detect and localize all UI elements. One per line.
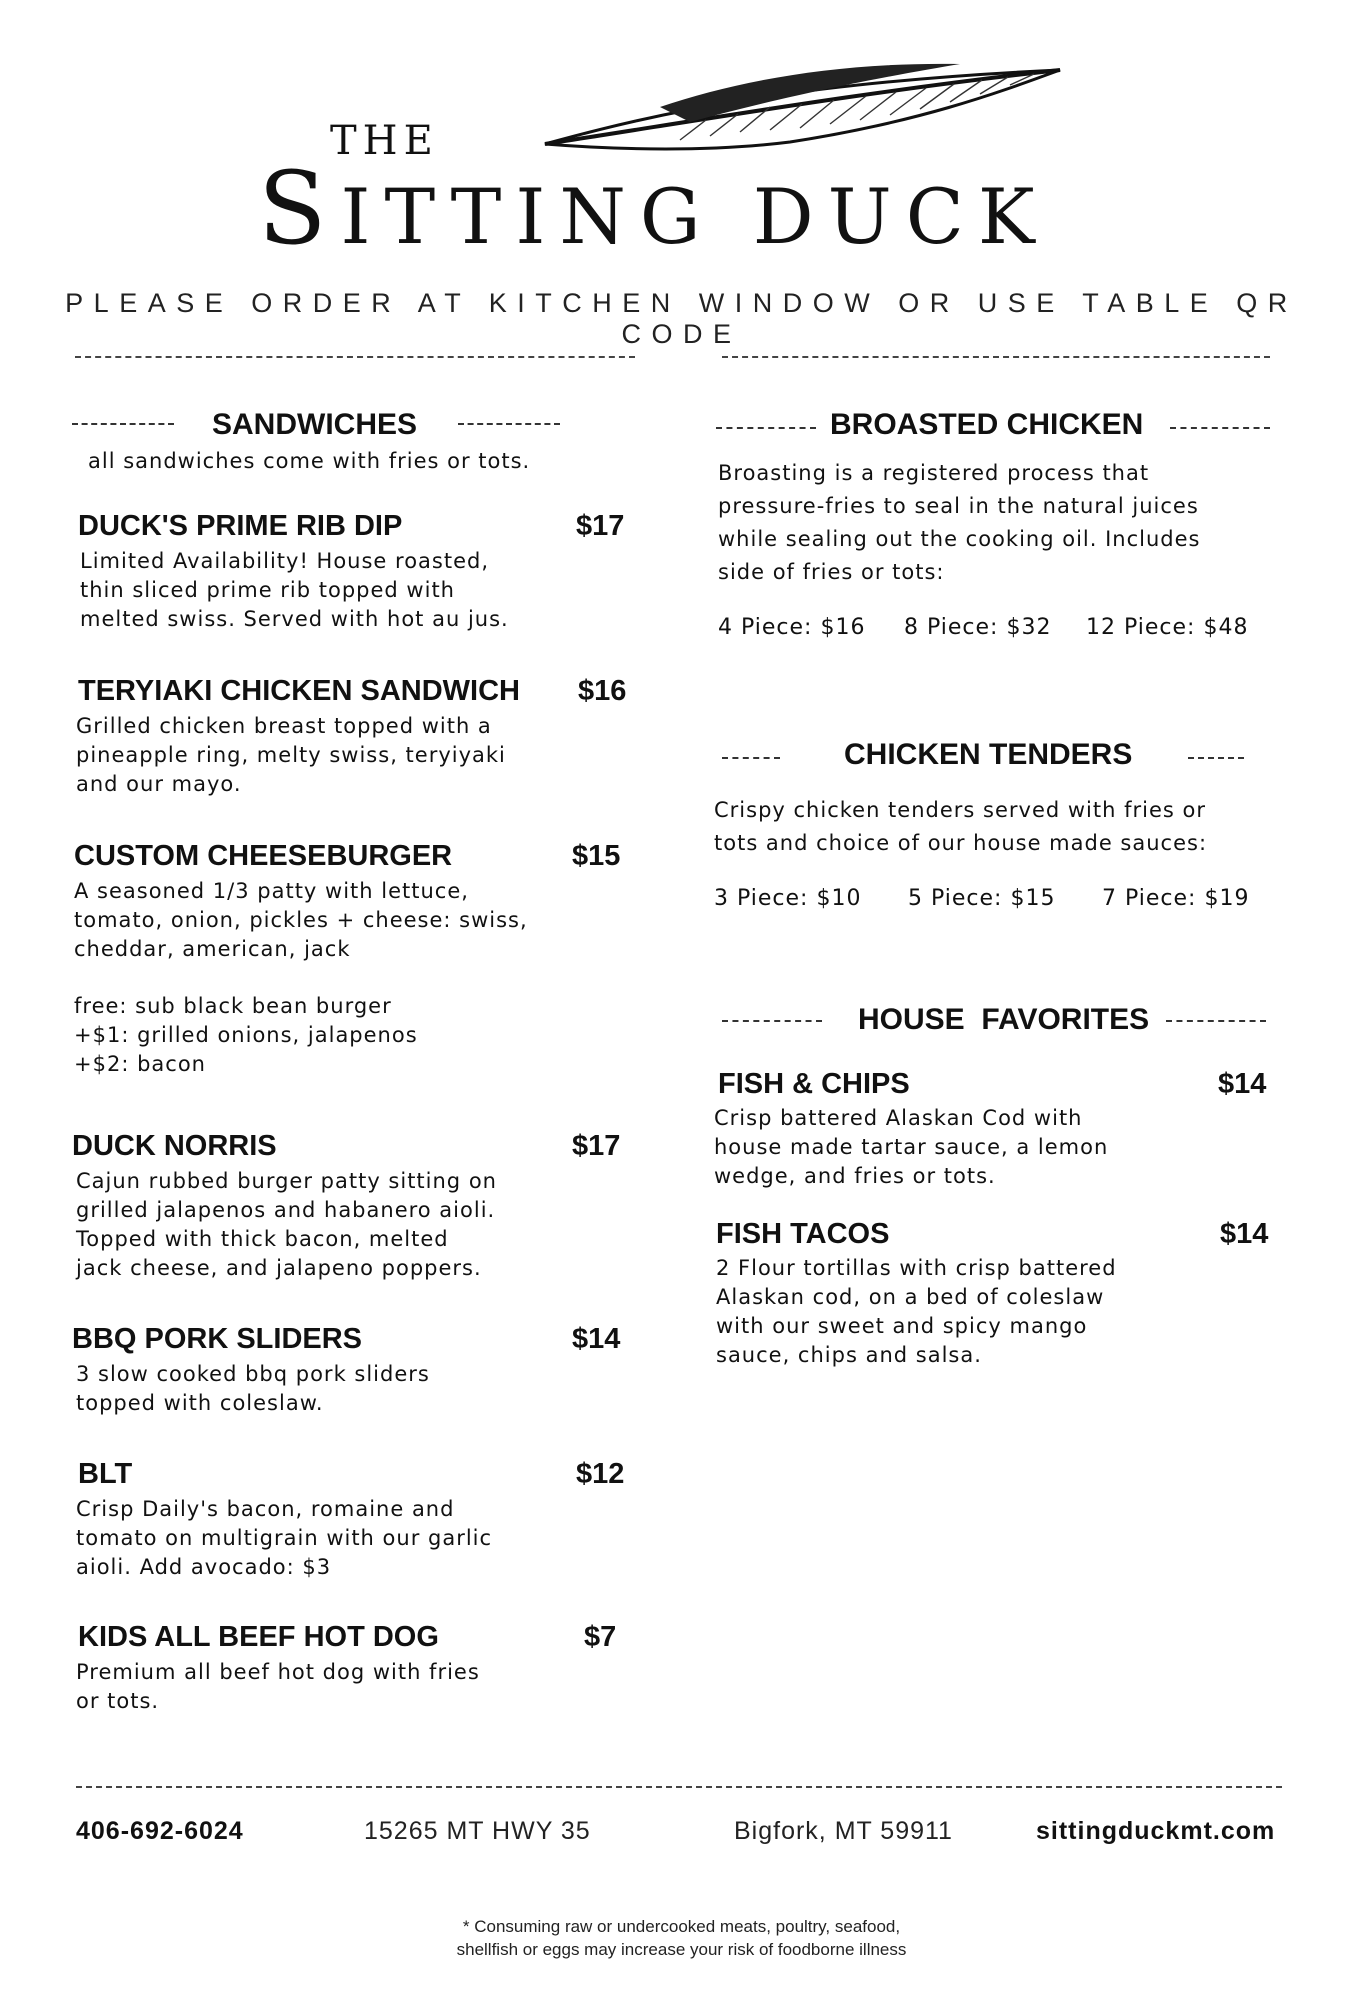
description-line: side of fries or tots:	[718, 560, 945, 584]
description-line: tots and choice of our house made sauces:	[714, 831, 1208, 855]
title-dash	[1170, 427, 1270, 429]
menu-item-description	[76, 1360, 430, 1418]
title-dash	[722, 1020, 822, 1022]
divider-right	[722, 356, 1270, 358]
favorites-title: HOUSE FAVORITES	[858, 1003, 1150, 1036]
piece-price: 12 Piece: $48	[1086, 615, 1249, 640]
description-line: and our mayo.	[76, 772, 242, 796]
menu-item-description	[76, 712, 506, 799]
logo-name	[258, 150, 1049, 267]
extra-line: +$2: bacon	[74, 1052, 206, 1076]
description-line: tomato, onion, pickles + cheese: swiss,	[74, 908, 528, 932]
logo-name-rest: ITTING DUCK	[340, 172, 1049, 261]
description-line: Cajun rubbed burger patty sitting on	[76, 1169, 497, 1193]
description-line: Crispy chicken tenders served with fries or	[714, 798, 1206, 822]
title-dash	[1188, 757, 1244, 759]
menu-item-name: BLT	[78, 1458, 133, 1490]
menu-item-description	[80, 547, 509, 634]
menu-item-price: $15	[572, 840, 621, 872]
title-dash	[72, 423, 174, 425]
description-line: pressure-fries to seal in the natural juices	[718, 494, 1199, 518]
description-line: Broasting is a registered process that	[718, 461, 1150, 485]
description-line: with our sweet and spicy mango	[716, 1314, 1088, 1338]
description-line: jack cheese, and jalapeno poppers.	[76, 1256, 482, 1280]
piece-price: 4 Piece: $16	[718, 615, 866, 640]
website-link[interactable]: sittingduckmt.com	[1036, 1817, 1276, 1845]
menu-item-name: TERYIAKI CHICKEN SANDWICH	[78, 675, 520, 707]
title-dash	[458, 423, 560, 425]
title-dash	[716, 427, 816, 429]
logo-the: THE	[330, 118, 439, 164]
description-line: topped with coleslaw.	[76, 1391, 324, 1415]
sandwiches-note: all sandwiches come with fries or tots.	[88, 449, 531, 473]
sandwiches-title: SANDWICHES	[212, 408, 418, 441]
disclaimer-line: shellfish or eggs may increase your risk of foodborne illness	[456, 1940, 907, 1959]
description-line: Crisp battered Alaskan Cod with	[714, 1106, 1083, 1130]
menu-item-description	[716, 1254, 1117, 1370]
menu-item-name: DUCK'S PRIME RIB DIP	[78, 510, 403, 542]
description-line: Crisp Daily's bacon, romaine and	[76, 1497, 455, 1521]
description-line: while sealing out the cooking oil. Includes	[718, 527, 1201, 551]
menu-item-description	[76, 1167, 497, 1283]
phone-number[interactable]: 406-692-6024	[76, 1817, 244, 1845]
description-line: sauce, chips and salsa.	[716, 1343, 982, 1367]
divider-left	[75, 356, 635, 358]
menu-item-description	[76, 1658, 480, 1716]
logo-initial: S	[258, 150, 341, 267]
menu-item-price: $14	[1220, 1218, 1269, 1250]
piece-price: 3 Piece: $10	[714, 886, 862, 911]
description-line: cheddar, american, jack	[74, 937, 351, 961]
menu-item-name: FISH TACOS	[716, 1218, 890, 1250]
menu-item-name: CUSTOM CHEESEBURGER	[74, 840, 453, 872]
menu-item-price: $17	[576, 510, 625, 542]
menu-item-description	[74, 877, 528, 964]
menu-item-price: $12	[576, 1458, 625, 1490]
piece-price: 8 Piece: $32	[904, 615, 1052, 640]
menu-item-name: BBQ PORK SLIDERS	[72, 1323, 363, 1355]
description-line: house made tartar sauce, a lemon	[714, 1135, 1109, 1159]
description-line: aioli. Add avocado: $3	[76, 1555, 332, 1579]
feather-icon	[540, 52, 1080, 152]
order-instructions: PLEASE ORDER AT KITCHEN WINDOW OR USE TABLE QR CODE	[65, 288, 1298, 349]
description-line: A seasoned 1/3 patty with lettuce,	[74, 879, 469, 903]
piece-price: 5 Piece: $15	[908, 886, 1056, 911]
menu-item-extras	[74, 992, 418, 1079]
extra-line: free: sub black bean burger	[74, 994, 392, 1018]
menu-item-price: $14	[572, 1323, 621, 1355]
description-line: Grilled chicken breast topped with a	[76, 714, 492, 738]
street-address: 15265 MT HWY 35	[364, 1817, 591, 1845]
description-line: Premium all beef hot dog with fries	[76, 1660, 480, 1684]
description-line: tomato on multigrain with our garlic	[76, 1526, 493, 1550]
tenders-description	[714, 794, 1207, 860]
menu-item-price: $7	[584, 1621, 617, 1653]
menu-item-price: $17	[572, 1130, 621, 1162]
description-line: wedge, and fries or tots.	[714, 1164, 996, 1188]
menu-item-price: $16	[578, 675, 627, 707]
food-safety-disclaimer	[0, 1915, 1363, 1961]
description-line: 3 slow cooked bbq pork sliders	[76, 1362, 430, 1386]
menu-item-price: $14	[1218, 1068, 1267, 1100]
broasted-description	[718, 457, 1200, 589]
piece-price: 7 Piece: $19	[1102, 886, 1250, 911]
description-line: 2 Flour tortillas with crisp battered	[716, 1256, 1117, 1280]
description-line: or tots.	[76, 1689, 160, 1713]
description-line: pineapple ring, melty swiss, teryiyaki	[76, 743, 506, 767]
description-line: melted swiss. Served with hot au jus.	[80, 607, 509, 631]
menu-item-description	[76, 1495, 492, 1582]
menu-item-name: KIDS ALL BEEF HOT DOG	[78, 1621, 439, 1653]
description-line: Topped with thick bacon, melted	[76, 1227, 449, 1251]
disclaimer-line: * Consuming raw or undercooked meats, poultry, seafood,	[462, 1917, 901, 1936]
menu-item-description	[714, 1104, 1108, 1191]
footer-divider	[76, 1786, 1282, 1788]
title-dash	[1166, 1020, 1266, 1022]
description-line: Limited Availability! House roasted,	[80, 549, 490, 573]
broasted-title: BROASTED CHICKEN	[830, 408, 1144, 441]
menu-item-name: FISH & CHIPS	[718, 1068, 910, 1100]
description-line: grilled jalapenos and habanero aioli.	[76, 1198, 496, 1222]
description-line: thin sliced prime rib topped with	[80, 578, 455, 602]
menu-item-name: DUCK NORRIS	[72, 1130, 277, 1162]
description-line: Alaskan cod, on a bed of coleslaw	[716, 1285, 1105, 1309]
title-dash	[722, 757, 780, 759]
tenders-title: CHICKEN TENDERS	[844, 738, 1133, 771]
city-address: Bigfork, MT 59911	[734, 1817, 953, 1845]
extra-line: +$1: grilled onions, jalapenos	[74, 1023, 418, 1047]
